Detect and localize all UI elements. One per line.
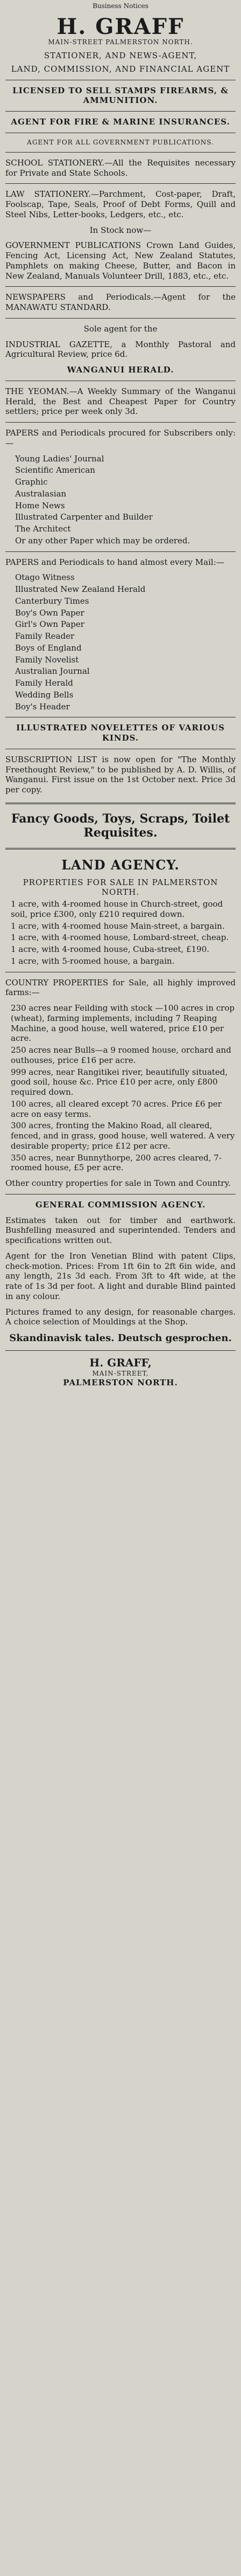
list-item: Australian Journal xyxy=(15,666,90,676)
divider xyxy=(5,848,236,850)
land-agency-title: LAND AGENCY. xyxy=(61,857,180,873)
properties-title: PROPERTIES FOR SALE IN PALMERSTON NORTH. xyxy=(23,877,218,897)
list-item: 230 acres near Feilding with stock —100 acres in crop (wheat), farming implements, including 7 Reaping Machine, a good house, well watered, price £10 per acre. xyxy=(11,1003,235,1044)
list-item: Wedding Bells xyxy=(15,689,74,700)
divider xyxy=(5,803,236,804)
list-item: Family Reader xyxy=(15,631,75,641)
wanganui-herald: WANGANUI HERALD. xyxy=(67,365,174,375)
papers-order-list xyxy=(15,454,236,546)
pictures-text: Pictures framed to any design, for reasonable charges. A choice selection of Mouldings at the Shop. xyxy=(5,1307,236,1327)
list-item: Scientific American xyxy=(15,465,95,475)
divider xyxy=(5,111,236,112)
address-line: MAIN-STREET PALMERSTON NORTH. xyxy=(48,38,193,46)
government-publications: GOVERNMENT PUBLICATIONS Crown Land Guides, Fencing Act, Licensing Act, New Zealand Statutes, Pamphlets on making Cheese, Butter, and Bacon in New Zealand, Manuals Volunteer Drill, 1883, etc., etc. xyxy=(5,240,236,281)
list-item: 250 acres near Bulls—a 9 roomed house, orchard and outhouses, price £16 per acre. xyxy=(11,1045,231,1065)
law-stationery: LAW STATIONERY.—Parchment, Cost-paper, Draft, Foolscap, Tape, Seals, Proof of Debt Forms, Quill and Steel Nibs, Letter-books, Ledgers, etc., etc. xyxy=(5,189,236,219)
licensed-text: LICENSED TO SELL STAMPS FIREARMS, & AMMUNITION. xyxy=(12,85,229,106)
school-stationery: SCHOOL STATIONERY.—All the Requisites necessary for Private and State Schools. xyxy=(5,157,236,178)
divider xyxy=(5,422,236,423)
role-line-2: LAND, COMMISSION, AND FINANCIAL AGENT xyxy=(11,64,230,74)
list-item: Family Novelist xyxy=(15,654,79,665)
divider xyxy=(5,183,236,184)
list-item: Illustrated New Zealand Herald xyxy=(15,584,146,594)
divider xyxy=(5,1350,236,1351)
footer-street: MAIN-STREET, xyxy=(92,1369,149,1377)
list-item: Girl's Own Paper xyxy=(15,619,84,630)
list-item: 1 acre, with 4-roomed house Main-street, a bargain. xyxy=(11,921,225,931)
list-item: 1 acre, with 4-roomed house in Church-street, good soil, price £300, only £210 required down. xyxy=(11,899,223,919)
list-item: Home News xyxy=(15,500,65,510)
list-item: 1 acre, with 4-roomed house, Lombard-street, cheap. xyxy=(11,933,229,943)
fancy-goods-text: Fancy Goods, Toys, Scraps, Toilet Requisites. xyxy=(11,811,230,840)
list-item: Otago Witness xyxy=(15,572,75,583)
list-item: 100 acres, all cleared except 70 acres. Price £6 per acre on easy terms. xyxy=(11,1099,222,1119)
footer-name: H. GRAFF, xyxy=(89,1356,152,1369)
german-text: Skandinavisk tales. Deutsch gesprochen. xyxy=(9,1332,232,1344)
list-item: 350 acres, near Bunnythorpe, 200 acres cleared, 7-roomed house, £5 per acre. xyxy=(11,1152,222,1173)
list-item: Boy's Header xyxy=(15,701,70,712)
papers-mail-text: PAPERS and Periodicals to hand almost every Mail:— xyxy=(5,557,224,567)
divider xyxy=(5,286,236,287)
venetian-blind-text: Agent for the Iron Venetian Blind with patent Clips, check-motion. Prices: From 1ft 6in to 2ft 6in wide, and any length, 21s 3d each. From 3ft to 4ft wide, at the rate of 1s 3d per foot. A light and durable Blind painted in any colour. xyxy=(5,1251,236,1301)
novelettes-text: ILLUSTRATED NOVELETTES OF VARIOUS KINDS. xyxy=(16,723,225,743)
divider xyxy=(5,551,236,552)
divider xyxy=(5,152,236,153)
industrial-gazette: INDUSTRIAL GAZETTE, a Monthly Pastoral and Agricultural Review, price 6d. xyxy=(5,339,236,360)
list-item: Australasian xyxy=(15,488,67,499)
list-item: Young Ladies' Journal xyxy=(15,453,104,464)
business-name: H. GRAFF xyxy=(56,14,185,39)
list-item: Or any other Paper which may be ordered. xyxy=(15,535,190,545)
list-item: Illustrated Carpenter and Builder xyxy=(15,512,153,522)
advert-column xyxy=(3,0,238,2576)
list-item: 999 acres, near Rangitikei river, beautifully situated, good soil, house &c. Price £10 per acre, only £800 required down. xyxy=(11,1067,228,1097)
agent-fire-text: AGENT FOR FIRE & MARINE INSURANCES. xyxy=(11,117,230,127)
list-item: The Architect xyxy=(15,524,71,534)
yeoman-text: THE YEOMAN.—A Weekly Summary of the Wanganui Herald, the Best and Cheapest Paper for Country settlers; price per week only 3d. xyxy=(5,386,236,417)
footer-town: PALMERSTON NORTH. xyxy=(63,1377,178,1387)
role-line-1: STATIONER, AND NEWS-AGENT, xyxy=(44,51,197,60)
country-properties-list xyxy=(11,1003,236,1173)
list-item: Canterbury Times xyxy=(15,596,89,606)
newspapers-text: NEWSPAPERS and Periodicals.—Agent for the MANAWATU STANDARD. xyxy=(5,292,236,312)
section-label: Business Notices xyxy=(93,2,148,10)
papers-order-text: PAPERS and Periodicals procured for Subscribers only:— xyxy=(5,428,236,448)
list-item: 1 acre, with 4-roomed house, Cuba-street, £190. xyxy=(11,944,210,955)
list-item: 300 acres, fronting the Makino Road, all cleared, fenced, and in grass, good house, well watered. A very desirable property; price £12 per acre. xyxy=(11,1121,235,1151)
agent-pubs-text: AGENT FOR ALL GOVERNMENT PUBLICATIONS. xyxy=(27,138,214,146)
sole-agent-text: Sole agent for the xyxy=(83,323,158,334)
list-item: Boy's Own Paper xyxy=(15,607,84,618)
divider xyxy=(5,318,236,319)
list-item: Family Herald xyxy=(15,678,73,688)
general-agency-text: Estimates taken out for timber and earthwork. Bushfelling measured and superintended. Tenders and specifications written out. xyxy=(5,1215,236,1246)
in-stock-text: In Stock now— xyxy=(89,225,152,235)
subscription-text: SUBSCRIPTION LIST is now open for "The Monthly Freethought Review," to be published by A. D. Willis, of Wanganui. First issue on the 1st October next. Price 3d per copy. xyxy=(5,754,236,795)
list-item: Boys of England xyxy=(15,643,82,653)
other-properties-text: Other country properties for sale in Town and Country. xyxy=(5,1178,231,1189)
country-properties-text: COUNTRY PROPERTIES for Sale, all highly improved farms:— xyxy=(5,977,236,998)
general-agency-title: GENERAL COMMISSION AGENCY. xyxy=(35,1199,206,1210)
list-item: Graphic xyxy=(15,477,48,487)
papers-mail-list xyxy=(15,572,236,712)
list-item: 1 acre, with 5-roomed house, a bargain. xyxy=(11,956,175,966)
properties-list xyxy=(11,899,236,966)
